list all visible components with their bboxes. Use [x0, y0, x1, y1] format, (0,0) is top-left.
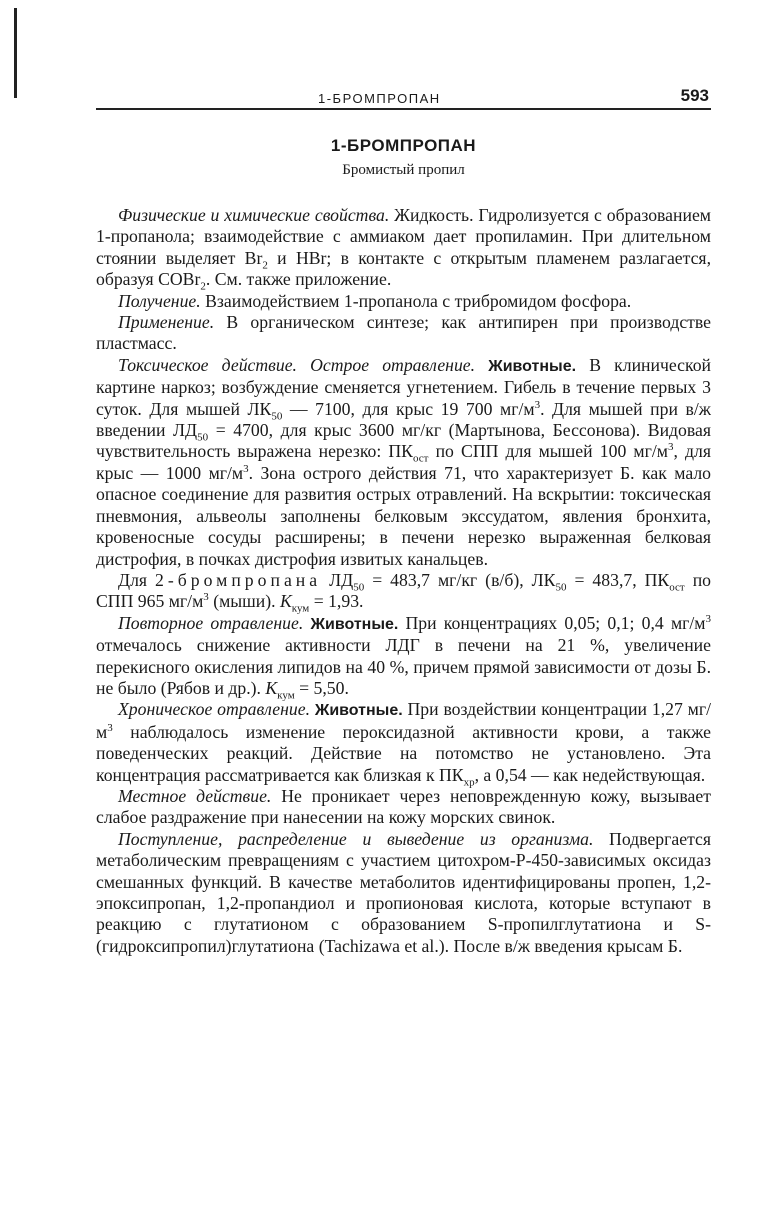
page-header	[96, 80, 711, 110]
subscript: 2	[200, 280, 206, 293]
paragraph-application	[96, 312, 711, 355]
text-fragment: . Зона острого действия 71, что характеризует Б. как мало опасное соединение для развития острых отравлений. На вскрытии: токсическая пневмония, альвеолы заполнены белковым экссудатом, явления бронхита, кровеносные сосуды расширены; в печени нерезко выраженная белковая дистрофия, в почках дистрофия извитых канальцев.	[96, 462, 711, 569]
subscript: хр	[463, 776, 475, 789]
superscript: 3	[705, 612, 711, 625]
heading-distribution: Поступление, распределение и выведение из организма.	[118, 828, 594, 849]
subscript: ост	[412, 453, 429, 465]
text-fragment: В клинической картине наркоз; возбуждение сменяется угнетением. Гибель в течение первых 3 суток. Для мышей ЛК	[96, 354, 712, 419]
text-fragment: = 483,7, ПК	[566, 569, 670, 590]
text-fragment: наблюдалось изменение пероксидазной активности крови, а также поведенческих реакций. Действие на потомство не установлено. Эта концентрация рассматривается как близкая к ПК	[96, 721, 711, 785]
subscript: 50	[353, 581, 365, 594]
text-fragment: , а 0,54 — как недействующая.	[474, 764, 706, 785]
subscript: 50	[197, 431, 209, 444]
text-fragment: , для крыс — 1000 мг/м	[96, 441, 712, 483]
text-fragment: Подвергается метаболическим превращениям с участием цитохром-Р-450-зависимых оксидаз смешанных функций. В качестве метаболитов идентифицированы пропен, 1,2-эпоксипропан, 1,2-пропандиол и пропионовая кислота, которые вступают в реакцию с глутатионом с образованием S-пропилглутатиона и S-(гидроксипропил)глутатиона (Tachizawa et al.). После в/ж введения крысам Б.	[96, 828, 711, 956]
label-animals: Животные.	[310, 615, 399, 633]
subscript: 50	[555, 581, 567, 594]
text-fragment: . Для мышей при в/ж введении ЛД	[96, 398, 711, 441]
paragraph-chronic-poisoning	[96, 699, 712, 789]
paragraph-isomer	[96, 570, 711, 613]
text-fragment: = 483,7 мг/кг (в/б), ЛК	[364, 569, 556, 590]
superscript: 3	[107, 721, 113, 734]
paragraph-local-action	[96, 786, 711, 829]
text-fragment: = 4700, для крыс 3600 мг/кг (Мартынова, Бессонова). Видовая чувствительность выражена нерезко: ПК	[96, 420, 711, 462]
text-fragment: по СПП для мышей 100 мг/м	[428, 441, 668, 462]
subscript: кум	[291, 602, 310, 615]
text-fragment: . См. также приложение.	[205, 269, 392, 290]
symbol-k: К	[265, 677, 278, 698]
text-fragment: = 1,93.	[309, 591, 364, 612]
text-fragment: При концентрациях 0,05; 0,1; 0,4 мг/м	[398, 612, 706, 633]
label-animals: Животные.	[314, 702, 403, 720]
text-fragment: по СПП 965 мг/м	[96, 569, 712, 612]
binding-edge-line	[14, 8, 17, 98]
article-body	[96, 205, 711, 957]
text-fragment: Жидкость. Гидролизуется с образованием 1-пропанола; взаимодействие с аммиаком дает пропиламин. При длительном стоянии выделяет Br	[96, 205, 711, 268]
label-animals: Животные.	[488, 357, 577, 375]
paragraph-production	[96, 291, 711, 312]
heading-acute-poisoning: Токсическое действие. Острое отравление.	[118, 354, 476, 375]
text-fragment: Для	[118, 569, 156, 590]
heading-repeated-poisoning: Повторное отравление.	[118, 612, 304, 633]
text-fragment: ЛД	[321, 569, 354, 590]
subscript: ост	[669, 581, 685, 594]
text-fragment: = 5,50.	[294, 677, 349, 698]
superscript: 3	[203, 591, 209, 604]
text-fragment: При воздействии концентрации 1,27 мг/м	[96, 699, 712, 742]
paragraph-repeated-poisoning	[96, 613, 711, 700]
heading-physical-properties: Физические и химические свойства.	[118, 205, 390, 225]
heading-chronic-poisoning: Хроническое отравление.	[118, 699, 311, 720]
superscript: 3	[534, 398, 541, 411]
article-subtitle: Бромистый пропил	[342, 162, 465, 178]
spaced-compound-name: 2-бромпропана	[155, 569, 322, 590]
text-fragment: Не проникает через неповрежденную кожу, вызывает слабое раздражение при нанесении на кожу морских свинок.	[96, 785, 711, 828]
symbol-k: К	[280, 591, 292, 612]
heading-production: Получение.	[118, 290, 201, 311]
text-fragment: В органическом синтезе; как антипирен при производстве пластмасс.	[96, 312, 711, 354]
running-title: 1-БРОМПРОПАН	[318, 91, 441, 106]
page-number: 593	[680, 86, 709, 105]
text-fragment: и HBr; в контакте с открытым пламенем разлагается, образуя COBr	[96, 247, 711, 290]
paragraph-distribution	[96, 829, 711, 957]
paragraph-physical-properties	[96, 205, 711, 291]
subscript: 2	[262, 259, 268, 272]
book-page	[96, 80, 711, 957]
subscript: 50	[271, 410, 283, 423]
article-title: 1-БРОМПРОПАН	[330, 136, 477, 155]
paragraph-acute-poisoning	[96, 355, 711, 570]
text-fragment: (мыши).	[208, 591, 280, 612]
text-fragment: отмечалось снижение активности ЛДГ в печени на 21 %, увеличение перекисного окисления липидов на 40 %, причем прямой зависимости от дозы Б. не было (Рябов и др.).	[96, 635, 711, 698]
superscript: 3	[667, 441, 674, 454]
heading-application: Применение.	[118, 312, 215, 333]
text-fragment: Взаимодействием 1-пропанола с трибромидом фосфора.	[200, 290, 632, 311]
subscript: кум	[277, 689, 295, 702]
text-fragment: — 7100, для крыс 19 700 мг/м	[282, 398, 535, 419]
heading-local-action: Местное действие.	[118, 785, 272, 806]
superscript: 3	[243, 462, 249, 475]
